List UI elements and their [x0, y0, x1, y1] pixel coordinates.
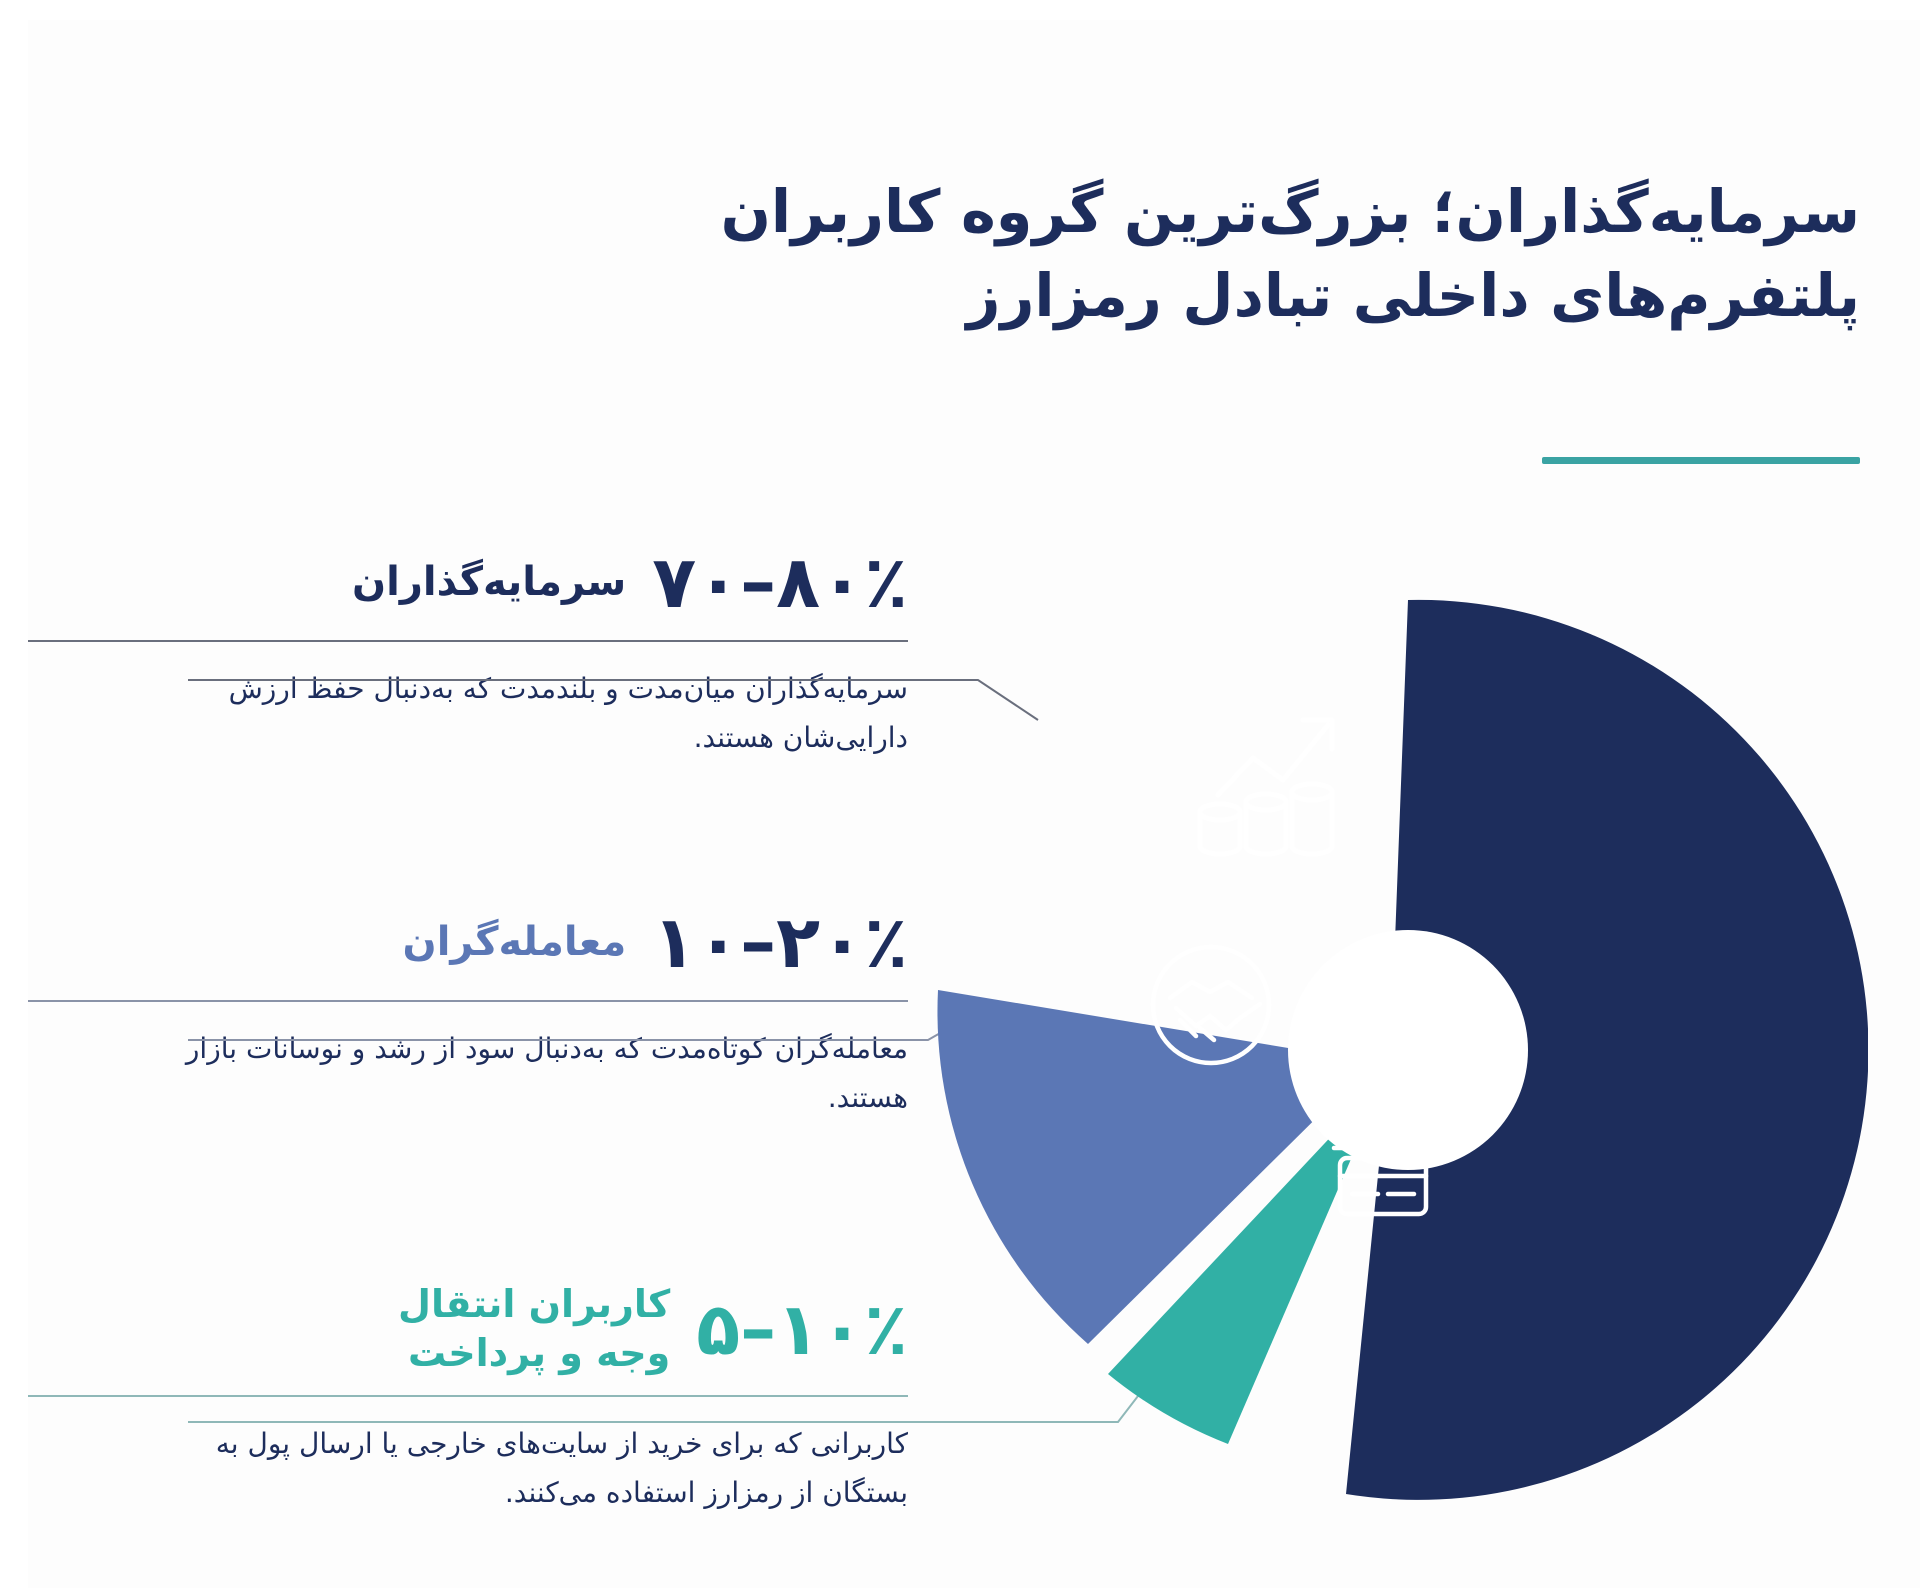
legend-head — [28, 540, 908, 624]
page-title — [360, 170, 1860, 338]
legend-head — [28, 1280, 908, 1379]
legend-item-payments[interactable] — [28, 1280, 908, 1517]
title-line-2: پلتفرم‌های داخلی تبادل رمزارز — [966, 260, 1860, 330]
title-underline-rule — [1542, 457, 1860, 464]
legend-description: کاربرانی که برای خرید از سایت‌های خارجی یا ارسال پول به بستگان از رمزارز استفاده می‌کنند. — [215, 1426, 908, 1509]
chart-growth-coins-icon — [1200, 720, 1332, 854]
legend-item-traders[interactable] — [28, 900, 908, 1122]
infographic-canvas — [28, 20, 1920, 1588]
legend-divider — [28, 1395, 908, 1397]
legend-label: کاربران انتقال وجه و پرداخت — [397, 1282, 671, 1376]
legend-description: معامله‌گران کوتاه‌مدت که به‌دنبال سود از رشد و نوسانات بازار هستند. — [185, 1032, 908, 1114]
donut-chart — [908, 580, 1868, 1500]
legend-head — [28, 900, 908, 984]
donut-hole — [1288, 930, 1528, 1170]
legend-percent: ۷۰–۸۰٪ — [652, 540, 908, 624]
legend-percent: ۱۰–۲۰٪ — [652, 900, 908, 984]
legend-label: سرمایه‌گذاران — [352, 559, 627, 605]
legend-percent: ۵–۱۰٪ — [696, 1287, 908, 1372]
legend-divider — [28, 1000, 908, 1002]
legend-description: سرمایه‌گذاران میان‌مدت و بلندمدت که به‌دنبال حفظ ارزش دارایی‌شان هستند. — [228, 672, 908, 754]
title-line-1: سرمایه‌گذاران؛ بزرگ‌ترین گروه کاربران — [720, 177, 1860, 246]
donut-chart-svg — [908, 580, 1868, 1500]
legend-divider — [28, 640, 908, 642]
legend-item-investors[interactable] — [28, 540, 908, 762]
legend-label: معامله‌گران — [402, 919, 627, 965]
